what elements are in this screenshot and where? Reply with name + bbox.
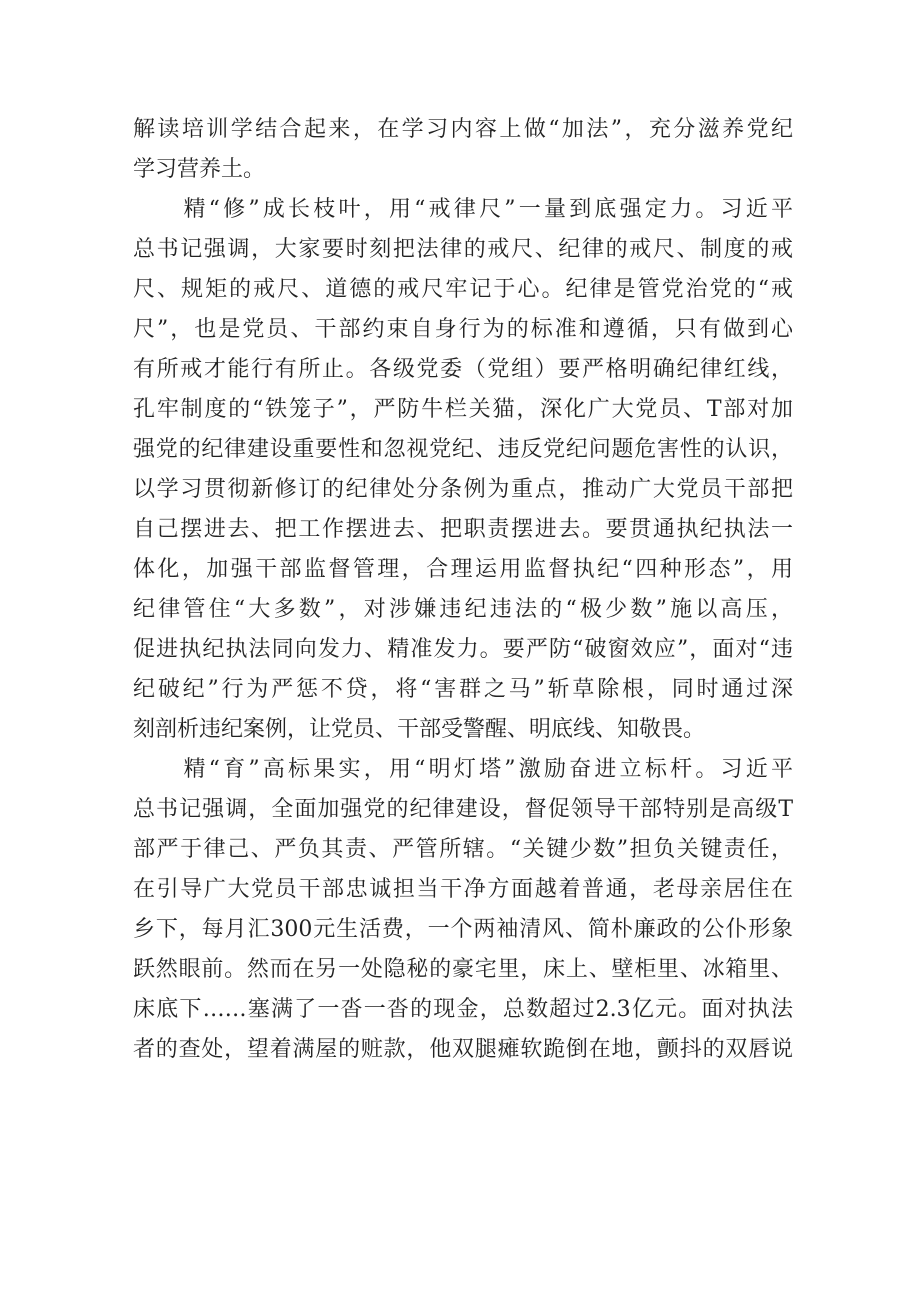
text-line: 解读培训学结合起来，在学习内容上做“加法”，充分滋养党纪: [133, 117, 793, 142]
text-line: 总书记强调，全面加强党的纪律建设，督促领导干部特别是高级T: [133, 797, 793, 822]
text-line: 纪律管住“大多数”，对涉嫌违纪违法的“极少数”施以高压，: [133, 597, 793, 622]
text-line: 以学习贯彻新修订的纪律处分条例为重点，推动广大党员干部把: [133, 477, 793, 502]
text-line: 促进执纪执法同向发力、精准发力。要严防“破窗效应”，面对“违: [133, 637, 793, 662]
text-line: 纪破纪”行为严惩不贷，将“害群之马”斩草除根，同时通过深: [133, 677, 793, 702]
text-line: 床底下……塞满了一沓一沓的现金，总数超过2.3亿元。面对执法: [133, 997, 793, 1022]
text-line: 自己摆进去、把工作摆进去、把职责摆进去。要贯通执纪执法一: [133, 517, 793, 542]
text-line: 部严于律己、严负其责、严管所辖。“关键少数”担负关键责任，: [133, 837, 793, 862]
text-line: 精“育”高标果实，用“明灯塔”激励奋进立标杆。习近平: [133, 757, 793, 782]
text-line: 跃然眼前。然而在另一处隐秘的豪宅里，床上、壁柜里、冰箱里、: [133, 957, 793, 982]
text-line: 尺、规矩的戒尺、道德的戒尺牢记于心。纪律是管党治党的“戒: [133, 277, 793, 302]
text-line: 精“修”成长枝叶，用“戒律尺”一量到底强定力。习近平: [133, 197, 793, 222]
text-line: 乡下，每月汇300元生活费，一个两袖清风、简朴廉政的公仆形象: [133, 917, 793, 942]
text-line: 尺”，也是党员、干部约束自身行为的标准和遵循，只有做到心: [133, 317, 793, 342]
text-line: 刻剖析违纪案例，让党员、干部受警醒、明底线、知敬畏。: [133, 717, 706, 742]
text-line: 总书记强调，大家要时刻把法律的戒尺、纪律的戒尺、制度的戒: [133, 237, 793, 262]
text-line: 在引导广大党员干部忠诚担当干净方面越着普通，老母亲居住在: [133, 877, 793, 902]
document-body-text: [133, 110, 793, 1070]
text-line: 体化，加强干部监督管理，合理运用监督执纪“四种形态”，用: [133, 557, 793, 582]
text-line: 强党的纪律建设重要性和忽视党纪、违反党纪问题危害性的认识，: [133, 437, 793, 462]
text-line: 有所戒才能行有所止。各级党委（党组）要严格明确纪律红线，: [133, 357, 793, 382]
text-line: 孔牢制度的“铁笼子”，严防牛栏关猫，深化广大党员、T部对加: [133, 397, 793, 422]
text-line: 学习营养土。: [133, 157, 266, 182]
text-line: 者的查处，望着满屋的赃款，他双腿瘫软跪倒在地，颤抖的双唇说: [133, 1037, 793, 1062]
